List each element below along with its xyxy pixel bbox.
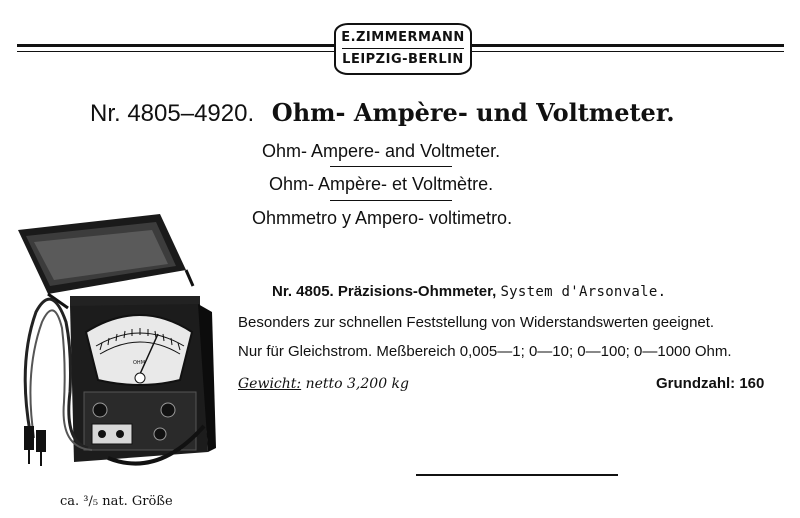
firm-logo (334, 23, 472, 75)
weight-label: Gewicht: (238, 376, 302, 392)
title-number: Nr. 4805–4920. (90, 100, 255, 127)
bottom-rule (416, 474, 618, 476)
product-name: Präzisions-Ohmmeter, (337, 283, 497, 300)
header-rule-right-top (468, 44, 784, 47)
title-name: Ohm- Ampère- und Voltmeter. (271, 98, 675, 127)
header-rule-left-top (17, 44, 334, 47)
lid (18, 214, 193, 308)
subtitle-spanish: Ohmmetro y Ampero- voltimetro. (252, 208, 513, 228)
product-current-range: Nur für Gleichstrom. Meßbereich 0,005—1; 0—10; 0—100; 0—1000 Ohm. (238, 343, 732, 360)
subtitle-divider-1 (330, 166, 452, 167)
header-rule-left-bottom (17, 51, 334, 52)
weight-value: netto 3,200 kg (305, 376, 410, 392)
illustration-caption: ca. ³/₅ nat. Größe (60, 494, 173, 509)
grundzahl: Grundzahl: 160 (656, 375, 765, 392)
product-weight (238, 376, 409, 392)
page-title (90, 98, 790, 128)
product-purpose: Besonders zur schnellen Feststellung von Widerstandswerten geeignet. (238, 314, 715, 331)
product-number: Nr. 4805. (272, 283, 334, 300)
firm-location: LEIPZIG-BERLIN (342, 52, 464, 67)
subtitle-divider-2 (330, 200, 452, 201)
subtitle-french: Ohm- Ampère- et Voltmètre. (269, 174, 494, 194)
ohmmeter-illustration (8, 212, 223, 492)
firm-logo-divider (342, 48, 464, 49)
dial-label: OHM (133, 360, 146, 366)
subtitle-english: Ohm- Ampere- and Voltmeter. (262, 141, 501, 161)
header-rule-right-bottom (468, 51, 784, 52)
product-line (272, 283, 666, 300)
product-system: System d'Arsonvale. (500, 284, 667, 300)
firm-name: E.ZIMMERMANN (341, 30, 465, 45)
